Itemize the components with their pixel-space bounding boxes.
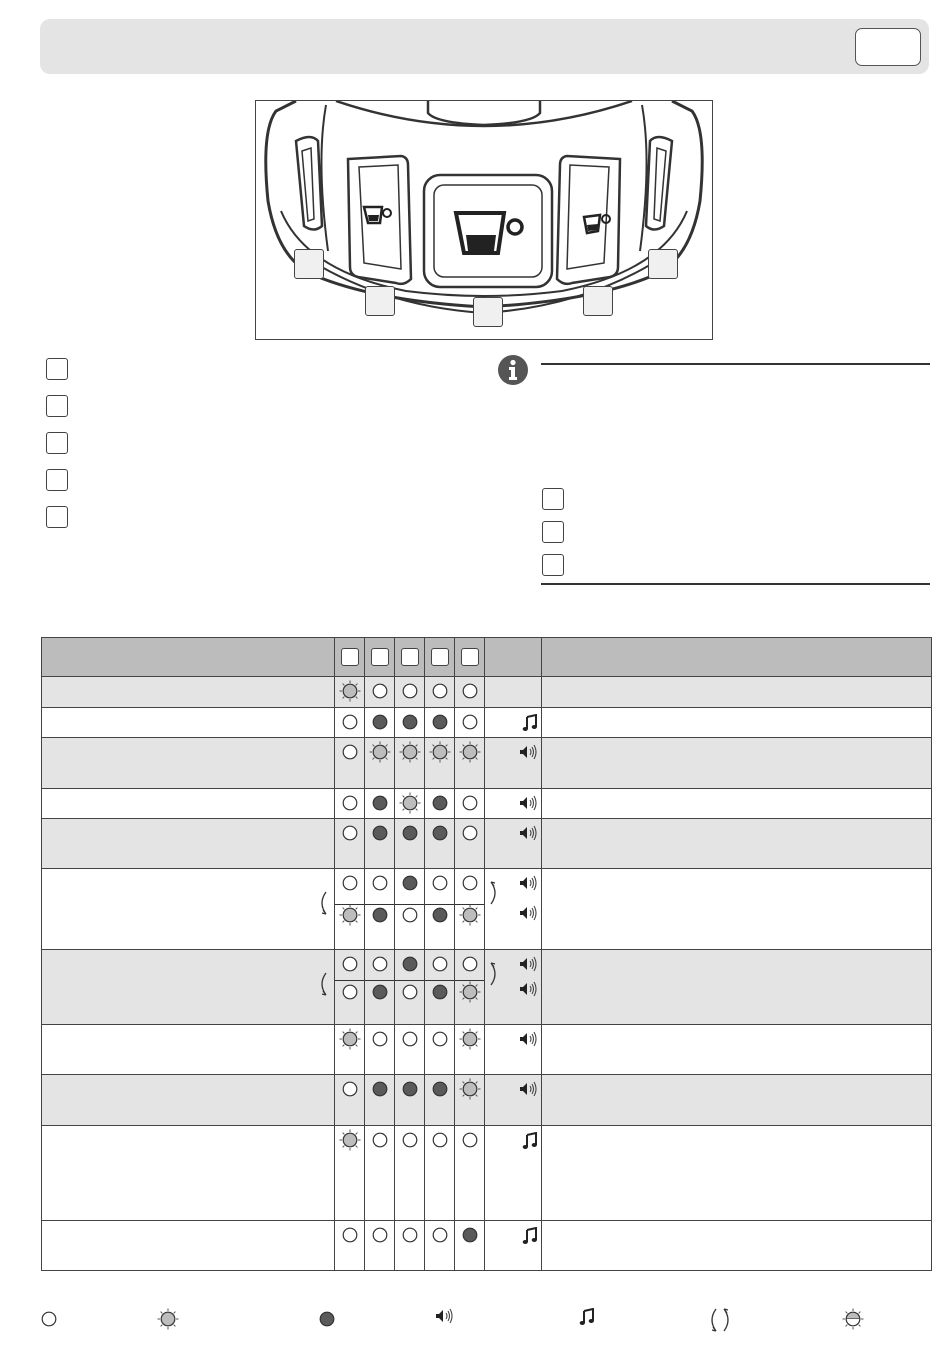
led-off-icon (38, 1308, 60, 1335)
table-row (42, 1221, 932, 1271)
led-cell (335, 869, 365, 950)
led-off-icon (459, 872, 481, 899)
led-off-icon (369, 872, 391, 899)
led-cell (455, 708, 485, 738)
header-callout-5 (461, 648, 479, 666)
led-on-icon (429, 904, 451, 931)
led-cell (365, 708, 395, 738)
led-flash-icon (459, 1028, 481, 1055)
sound-cell (485, 738, 542, 789)
led-cell (455, 819, 485, 869)
led-cell (335, 950, 365, 1025)
led-on-icon (369, 792, 391, 819)
sound-cell (485, 950, 542, 1025)
led-off-icon (339, 1224, 361, 1251)
led-off-icon (369, 1129, 391, 1156)
button-callout-3 (46, 432, 68, 454)
led-cell (455, 738, 485, 789)
button-callout-1 (46, 358, 68, 380)
led-cell (425, 738, 455, 789)
led-off-icon (339, 711, 361, 738)
led-cell (425, 1075, 455, 1126)
melody-icon (579, 1308, 595, 1331)
led-cell (365, 869, 395, 950)
led-off-icon (399, 1129, 421, 1156)
led-cell (365, 819, 395, 869)
row-meaning-cell (542, 789, 932, 819)
led-cell (425, 1126, 455, 1221)
button-callout-2 (46, 395, 68, 417)
header-cell-led-5 (455, 638, 485, 677)
led-on-icon (369, 1078, 391, 1105)
row-meaning-cell (542, 1126, 932, 1221)
callout-box-left-inner (365, 286, 395, 316)
sound-cell (485, 869, 542, 950)
header-callout-2 (371, 648, 389, 666)
info-callout-1 (542, 488, 564, 510)
melody-icon (522, 1227, 538, 1250)
header-cell-led-4 (425, 638, 455, 677)
led-cell (395, 738, 425, 789)
info-callout-3 (542, 554, 564, 576)
led-cell (425, 1025, 455, 1075)
row-description-cell (42, 677, 335, 708)
led-cell (335, 1221, 365, 1271)
led-cell (395, 677, 425, 708)
led-off-icon (459, 680, 481, 707)
beep-icon (518, 905, 538, 926)
led-off-icon (429, 872, 451, 899)
row-description-cell (42, 1025, 335, 1075)
led-on-icon (369, 711, 391, 738)
led-on-icon (399, 1078, 421, 1105)
led-off-icon (369, 1028, 391, 1055)
row-description-cell (42, 1126, 335, 1221)
led-cell (425, 677, 455, 708)
led-off-icon (429, 953, 451, 980)
led-cell (425, 869, 455, 950)
info-icon (497, 354, 529, 386)
led-cell (365, 1221, 395, 1271)
led-cell (365, 789, 395, 819)
led-cell (395, 869, 425, 950)
led-cell (335, 819, 365, 869)
led-off-icon (429, 1028, 451, 1055)
led-off-icon (339, 822, 361, 849)
led-cell (365, 1025, 395, 1075)
led-cell (335, 738, 365, 789)
table-row (42, 789, 932, 819)
page-number-badge (855, 28, 921, 66)
alternating-divider (425, 980, 454, 981)
led-flashing-icon (157, 1308, 179, 1335)
sound-cell (485, 1075, 542, 1126)
led-off-icon (369, 1224, 391, 1251)
row-description-cell (42, 869, 335, 950)
alternating-divider (455, 904, 484, 905)
info-callout-2 (542, 521, 564, 543)
beep-icon (518, 981, 538, 1002)
alternating-divider (335, 980, 364, 981)
alternating-left-bracket-icon (316, 891, 330, 920)
led-on-icon (399, 953, 421, 980)
table-row (42, 950, 932, 1025)
led-cell (395, 708, 425, 738)
row-meaning-cell (542, 950, 932, 1025)
callout-box-right-outer (648, 249, 678, 279)
alternating-divider (425, 904, 454, 905)
led-flash-icon (459, 904, 481, 931)
led-flash-icon (399, 792, 421, 819)
led-off-icon (339, 872, 361, 899)
led-on-icon (369, 904, 391, 931)
button-callout-5 (46, 506, 68, 528)
led-off-icon (339, 981, 361, 1008)
header-cell-meaning (542, 638, 932, 677)
button-callout-4 (46, 469, 68, 491)
melody-icon (522, 1132, 538, 1155)
row-meaning-cell (542, 708, 932, 738)
alternating-right-bracket-icon (487, 881, 501, 910)
led-cell (455, 1075, 485, 1126)
beep-icon (518, 795, 538, 816)
header-callout-1 (341, 648, 359, 666)
beep-icon (518, 744, 538, 765)
led-on-icon (316, 1308, 338, 1335)
sound-cell (485, 789, 542, 819)
led-flash-icon (339, 680, 361, 707)
led-on-icon (369, 981, 391, 1008)
led-off-icon (339, 741, 361, 768)
led-cell (425, 950, 455, 1025)
row-description-cell (42, 738, 335, 789)
led-off-icon (339, 792, 361, 819)
alternating-left-bracket-icon (316, 972, 330, 1001)
sound-cell (485, 708, 542, 738)
page-header-bar (40, 19, 929, 74)
led-cell (395, 819, 425, 869)
led-status-table-body (42, 638, 932, 1271)
header-cell-led-1 (335, 638, 365, 677)
led-on-icon (459, 1224, 481, 1251)
table-header-row (42, 638, 932, 677)
led-off-icon (459, 953, 481, 980)
info-note-bottom-rule (541, 583, 930, 585)
led-off-icon (399, 904, 421, 931)
table-row (42, 819, 932, 869)
led-off-icon (399, 1028, 421, 1055)
led-flash-icon (339, 904, 361, 931)
led-cell (455, 1025, 485, 1075)
led-flash-icon (459, 741, 481, 768)
led-status-table (41, 637, 932, 1271)
sound-cell (485, 677, 542, 708)
led-cell (365, 1075, 395, 1126)
info-note-top-rule (541, 363, 930, 365)
header-cell-description (42, 638, 335, 677)
led-cell (335, 708, 365, 738)
beep-icon (518, 1031, 538, 1052)
alternating-divider (455, 980, 484, 981)
led-off-icon (459, 1129, 481, 1156)
led-off-icon (399, 981, 421, 1008)
row-meaning-cell (542, 1025, 932, 1075)
led-cell (395, 1025, 425, 1075)
sound-cell (485, 1221, 542, 1271)
beep-icon (518, 1081, 538, 1102)
symbol-legend (0, 1305, 950, 1335)
led-cell (395, 1126, 425, 1221)
led-flash-icon (339, 1028, 361, 1055)
led-on-icon (399, 872, 421, 899)
header-callout-4 (431, 648, 449, 666)
led-flash-icon (339, 1129, 361, 1156)
led-flash-icon (459, 981, 481, 1008)
beep-icon (518, 825, 538, 846)
led-cell (395, 1221, 425, 1271)
sound-cell (485, 1025, 542, 1075)
led-flash-icon (399, 741, 421, 768)
alternating-divider (365, 980, 394, 981)
led-off-icon (429, 680, 451, 707)
row-description-cell (42, 1221, 335, 1271)
beep-icon (518, 956, 538, 977)
header-cell-led-3 (395, 638, 425, 677)
callout-box-right-inner (583, 286, 613, 316)
beep-icon (518, 875, 538, 896)
led-on-icon (429, 792, 451, 819)
callout-box-center (473, 297, 503, 327)
table-row (42, 1075, 932, 1126)
led-off-icon (429, 1224, 451, 1251)
alternating-divider (365, 904, 394, 905)
led-cell (455, 950, 485, 1025)
alternating-right-bracket-icon (487, 962, 501, 991)
led-flash-icon (369, 741, 391, 768)
led-on-icon (369, 822, 391, 849)
row-meaning-cell (542, 677, 932, 708)
row-description-cell (42, 789, 335, 819)
led-off-icon (399, 1224, 421, 1251)
led-off-icon (339, 953, 361, 980)
row-description-cell (42, 950, 335, 1025)
row-meaning-cell (542, 869, 932, 950)
sound-cell (485, 819, 542, 869)
table-row (42, 869, 932, 950)
row-description-cell (42, 1075, 335, 1126)
led-cell (455, 869, 485, 950)
led-on-icon (399, 711, 421, 738)
header-cell-led-2 (365, 638, 395, 677)
led-cell (365, 738, 395, 789)
callout-box-left-outer (294, 249, 324, 279)
alternating-divider (395, 980, 424, 981)
alternating-divider (395, 904, 424, 905)
led-cell (335, 789, 365, 819)
header-callout-3 (401, 648, 419, 666)
melody-icon (522, 714, 538, 737)
beep-icon (434, 1308, 454, 1329)
led-cell (425, 789, 455, 819)
led-cell (365, 1126, 395, 1221)
led-cell (455, 1126, 485, 1221)
led-cell (335, 1075, 365, 1126)
led-off-icon (459, 711, 481, 738)
led-off-icon (399, 680, 421, 707)
sound-cell (485, 1126, 542, 1221)
row-meaning-cell (542, 738, 932, 789)
led-cell (455, 677, 485, 708)
led-off-icon (369, 680, 391, 707)
row-meaning-cell (542, 819, 932, 869)
header-cell-sound (485, 638, 542, 677)
table-row (42, 677, 932, 708)
led-off-icon (459, 792, 481, 819)
led-off-icon (339, 1078, 361, 1105)
row-meaning-cell (542, 1221, 932, 1271)
led-on-icon (429, 822, 451, 849)
control-panel-illustration (255, 100, 713, 340)
row-description-cell (42, 708, 335, 738)
alternating-divider (335, 904, 364, 905)
led-cell (365, 677, 395, 708)
led-cell (395, 950, 425, 1025)
led-on-icon (429, 1078, 451, 1105)
led-flash-icon (429, 741, 451, 768)
led-cell (425, 819, 455, 869)
led-off-icon (459, 822, 481, 849)
led-off-icon (369, 953, 391, 980)
led-on-icon (399, 822, 421, 849)
led-cell (335, 677, 365, 708)
row-description-cell (42, 819, 335, 869)
led-on-icon (429, 981, 451, 1008)
row-meaning-cell (542, 1075, 932, 1126)
led-off-icon (429, 1129, 451, 1156)
led-cell (395, 1075, 425, 1126)
led-cell (455, 1221, 485, 1271)
led-cell (335, 1126, 365, 1221)
table-row (42, 1025, 932, 1075)
led-flash-icon (459, 1078, 481, 1105)
led-half-icon (842, 1308, 864, 1335)
led-cell (425, 708, 455, 738)
led-on-icon (429, 711, 451, 738)
led-cell (335, 1025, 365, 1075)
alternating-icon (706, 1308, 734, 1337)
table-row (42, 1126, 932, 1221)
led-cell (425, 1221, 455, 1271)
table-row (42, 738, 932, 789)
led-cell (365, 950, 395, 1025)
led-cell (395, 789, 425, 819)
table-row (42, 708, 932, 738)
led-cell (455, 789, 485, 819)
